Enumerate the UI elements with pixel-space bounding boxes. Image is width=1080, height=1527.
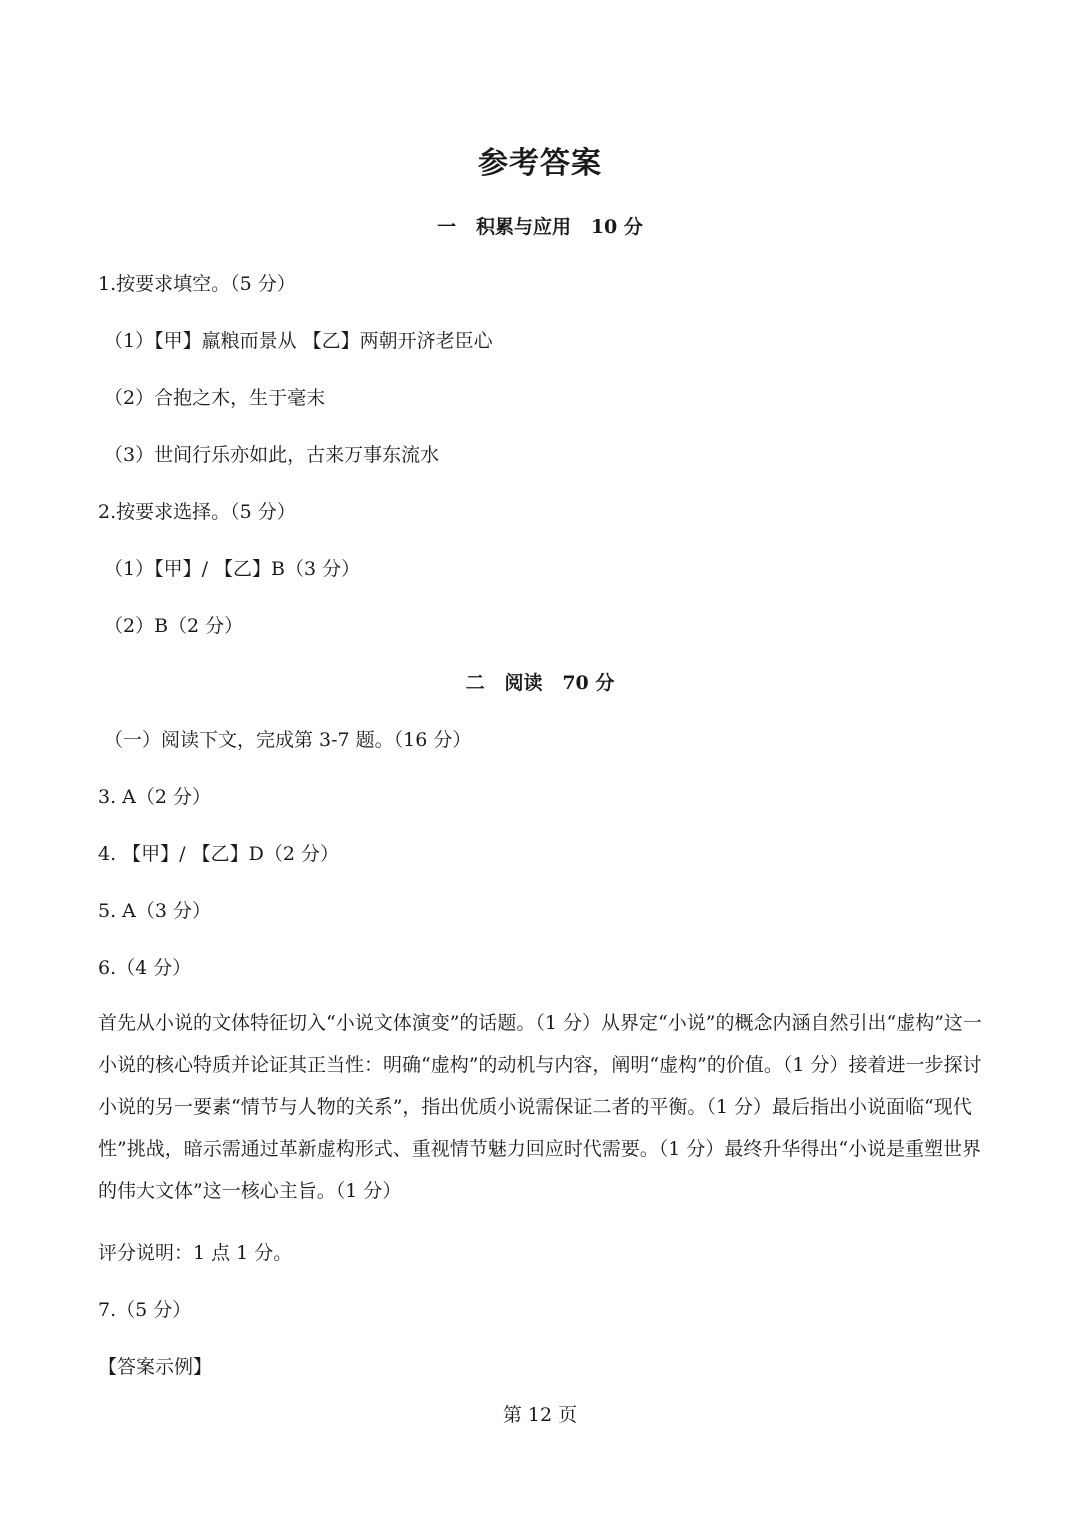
page-number: 第 12 页	[502, 1404, 578, 1426]
question-2-answer-1: （1）【甲】/ 【乙】B（3 分）	[104, 558, 361, 580]
paragraph-line: 小说的核心特质并论证其正当性：明确“虚构”的动机与内容，阐明“虚构”的价值。（1 分）接着进一步探讨	[98, 1054, 982, 1076]
answer-example-label: 【答案示例】	[98, 1356, 213, 1378]
question-4-answer: 4. 【甲】/ 【乙】D（2 分）	[98, 843, 339, 865]
question-1-answer-2: （2）合抱之木，生于毫末	[104, 387, 326, 409]
question-2-answer-2: （2）B（2 分）	[104, 615, 244, 637]
question-6-heading: 6.（4 分）	[98, 957, 192, 979]
paragraph-line: 性”挑战，暗示需通过革新虚构形式、重视情节魅力回应时代需要。（1 分）最终升华得出“小说是重塑世界	[98, 1138, 982, 1160]
question-1-answer-3: （3）世间行乐亦如此，古来万事东流水	[104, 444, 440, 466]
question-1-heading: 1.按要求填空。（5 分）	[98, 273, 296, 295]
paragraph-line: 小说的另一要素“情节与人物的关系”，指出优质小说需保证二者的平衡。（1 分）最后指出小说面临“现代	[98, 1096, 972, 1118]
paragraph-line: 的伟大文体”这一核心主旨。（1 分）	[98, 1180, 402, 1202]
page-title: 参考答案	[478, 146, 602, 181]
question-6-answer-paragraph	[98, 1002, 982, 1212]
question-3-answer: 3. A（2 分）	[98, 786, 212, 808]
reading-part-1-heading: （一）阅读下文，完成第 3-7 题。（16 分）	[104, 729, 472, 751]
question-1-answer-1: （1）【甲】羸粮而景从 【乙】两朝开济老臣心	[104, 330, 493, 352]
section-heading-reading: 二 阅读 70 分	[465, 672, 615, 694]
paragraph-line: 首先从小说的文体特征切入“小说文体演变”的话题。（1 分）从界定“小说”的概念内涵自然引出“虚构”这一	[98, 1012, 982, 1034]
question-2-heading: 2.按要求选择。（5 分）	[98, 501, 296, 523]
scoring-note: 评分说明：1 点 1 分。	[98, 1242, 293, 1264]
question-5-answer: 5. A（3 分）	[98, 900, 212, 922]
question-7-heading: 7.（5 分）	[98, 1299, 192, 1321]
section-heading-accumulation: 一 积累与应用 10 分	[437, 216, 643, 238]
